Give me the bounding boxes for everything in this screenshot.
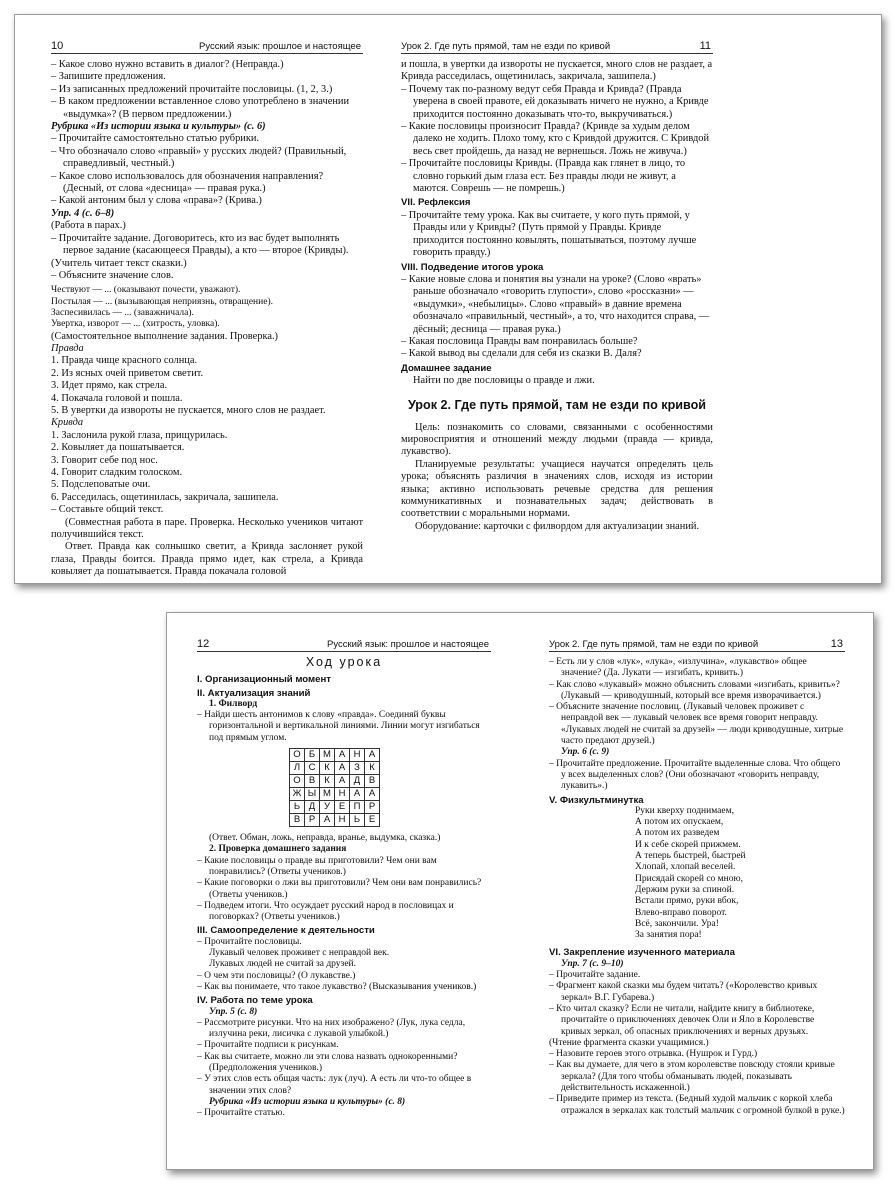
filword-cell: Ь [290, 801, 305, 814]
page-text [197, 657, 491, 1169]
filword-cell: Р [305, 814, 320, 827]
filword-cell: В [305, 775, 320, 788]
subsection-heading: 1. Филворд [209, 698, 258, 709]
text-line: – Прочитайте самостоятельно статью рубрики. [51, 133, 260, 145]
text-line: (Учитель читает текст сказки.) [51, 257, 187, 269]
filword-cell: Н [335, 788, 350, 801]
list-item: 5. Подслеповатые очи. [51, 479, 151, 491]
text-line: – Кто читал сказку? Если не читали, найдите книгу в библиотеке, прочитайте о приключениях девочек Оли и Яло в Королевстве кривых зеркал, об опасных приключениях и верных друзьях. [549, 1003, 815, 1037]
section-heading: VIII. Подведение итогов урока [401, 261, 544, 273]
filword-row [290, 762, 380, 775]
text-line: – Приведите пример из текста. (Бедный худой мальчик с коркой хлеба отражался в зеркалах как толстый мальчик с огромной булкой в руке.) [549, 1094, 845, 1116]
book-spread-pages-10-11 [14, 14, 882, 584]
list-item: 1. Правда чище красного солнца. [51, 355, 198, 367]
poem-line: Всё, закончили. Ура! [635, 918, 719, 929]
page-header [401, 41, 713, 54]
text-line: – О чем эти пословицы? (О лукавстве.) [197, 970, 356, 981]
filword-cell: Ь [350, 814, 365, 827]
page-header [549, 639, 845, 652]
exercise-poem [549, 806, 845, 942]
list-item: 2. Ковыляет да пошатывается. [51, 442, 185, 454]
exercise-heading: Упр. 7 (с. 9–10) [561, 958, 624, 969]
text-line: – Прочитайте подписи к рисункам. [197, 1040, 339, 1051]
text-line: – Какая пословица Правды вам понравилась больше? [401, 335, 638, 347]
text-line: – Какие новые слова и понятия вы узнали на уроке? (Слово «врать» раньше обозначало «говорить глупости», слово «россказни» — «выдумки», «небылицы». Слово «правый» в давние времена обозначало «правильный, честный», а то, что находится справа, — дёсный; десница — правая рука.) [401, 273, 710, 335]
rubric-heading: Рубрика «Из истории языка и культуры» (с. 8) [209, 1096, 406, 1107]
poem-line: А потом их опускаем, [635, 817, 724, 828]
text-line: (Ответ. Обман, ложь, неправда, вранье, выдумка, сказка.) [209, 833, 441, 844]
poem-line: Держим руки за спиной. [635, 884, 735, 895]
running-title: Русский язык: прошлое и настоящее [198, 41, 361, 52]
filword-row [290, 775, 380, 788]
answer-paragraph: Ответ. Правда как солнышко светит, а Кривда заслоняет рукой глаза, Правды боится. Правда прямо идет, как стрела, а Кривда ковыляет да пошатывается. Правда покачала головой [51, 541, 363, 578]
text-line: – Подведем итоги. Что осуждает русский народ в пословицах и поговорках? (Ответы учеников.) [197, 900, 454, 923]
filword-cell: М [320, 749, 335, 762]
text-line: – Какие поговорки о лжи вы приготовили? Чем они вам понравились? (Ответы учеников.) [197, 878, 482, 900]
list-item: 4. Покачала головой и пошла. [51, 392, 183, 404]
list-heading: Кривда [51, 417, 84, 429]
filword-cell: Л [290, 762, 305, 775]
list-item: 1. Заслонила рукой глаза, прищурилась. [51, 429, 228, 441]
book-spread-pages-12-13 [166, 612, 874, 1170]
filword-cell: О [290, 775, 305, 788]
filword-cell: Н [335, 814, 350, 827]
text-line: – Какие пословицы произносит Правда? (Кривде за худым делом далеко не ходить. Плохо тому, кто с Кривдой дружится. С Кривдой весь свет пройдешь, да назад не вернешься. Ложь не живуча.) [401, 121, 710, 157]
filword-cell: М [320, 788, 335, 801]
filword-cell: У [320, 801, 335, 814]
text-line: Чествуют — ... (оказывают почести, уважают). [51, 285, 241, 296]
page-header [197, 639, 491, 652]
page-number: 10 [51, 40, 64, 52]
filword-row [290, 814, 380, 827]
text-line: Найти по две пословицы о правде и лжи. [413, 375, 595, 387]
page-text [549, 657, 845, 1169]
filword-cell: П [350, 801, 365, 814]
filword-cell: А [320, 814, 335, 827]
filword-row [290, 749, 380, 762]
exercise-heading: Упр. 4 (с. 6–8) [51, 207, 115, 219]
text-line: – Как вы считаете, можно ли эти слова назвать однокоренными? (Предположения учеников.) [197, 1051, 458, 1074]
filword-cell: В [365, 775, 380, 788]
poem-line: За занятия пора! [635, 930, 702, 941]
poem-line: Присядай скорей со мною, [635, 873, 743, 884]
text-line: Заспесивилась — ... (заважничала). [51, 307, 194, 318]
filword-cell: А [335, 762, 350, 775]
filword-cell: С [305, 762, 320, 775]
filword-cell: Д [305, 801, 320, 814]
lesson-title: Урок 2. Где путь прямой, там не езди по кривой [407, 397, 707, 412]
text-line: – Прочитайте задание. [549, 970, 641, 981]
rubric-heading: Рубрика «Из истории языка и культуры» (с. 6) [51, 121, 266, 133]
text-line: – Как вы думаете, для чего в этом королевстве повсюду стояли кривые зеркала? (Для того чтобы обманывать людей, показывать действительность искаженной.) [549, 1060, 835, 1093]
text-line: – Как слово «лукавый» можно объяснить словами «изгибать, кривить»? (Лукавый — криводушный, который все время изворачивается.) [549, 679, 840, 701]
list-item: 3. Идет прямо, как стрела. [51, 380, 168, 392]
poem-line: А теперь быстрей, быстрей [635, 851, 746, 862]
text-line: – Прочитайте предложение. Прочитайте выделенные слова. Что общего у всех выделенных слов? (Они обозначают «говорить неправду, лукавить».) [549, 758, 841, 792]
section-heading: II. Актуализация знаний [197, 687, 311, 699]
filword-cell: Е [365, 814, 380, 827]
filword-cell: А [335, 775, 350, 788]
running-title: Урок 2. Где путь прямой, там не езди по кривой [549, 639, 759, 650]
section-heading: V. Физкультминутка [549, 794, 644, 806]
filword-cell: А [365, 749, 380, 762]
text-line: – Прочитайте статью. [197, 1108, 285, 1119]
text-line: – Почему так по-разному ведут себя Правда и Кривда? (Правда уверена в своей правоте, ей доказывать ничего не нужно, а Кривде приходится постоянно доказывать что-то, выкручиваться.) [401, 83, 709, 120]
planned-results: Планируемые результаты: учащиеся научатся определять цель урока; объяснять различия в значениях слов, исходя из истории языка; активно использовать речевые средства для решения коммуникативных и познавательных задач; действовать в соответствии с моральными нормами. [401, 458, 713, 520]
filword-cell: Д [350, 775, 365, 788]
section-heading: III. Самоопределение к деятельности [197, 925, 375, 937]
text-line: (Самостоятельное выполнение задания. Проверка.) [51, 330, 279, 342]
filword-cell: Б [305, 749, 320, 762]
section-heading: I. Организационный момент [197, 674, 331, 686]
list-item: 6. Расседилась, ощетинилась, закричала, зашипела. [51, 491, 279, 503]
text-line: – У этих слов есть общая часть: лук (луч). А есть ли что-то общее в значении этих слов? [197, 1074, 472, 1096]
filword-cell: Е [335, 801, 350, 814]
page-header [51, 41, 363, 54]
exercise-heading: Упр. 5 (с. 8) [209, 1006, 258, 1017]
text-line: – Прочитайте пословицы. [197, 936, 302, 947]
text-line: Увертка, изворот — ... (хитрость, уловка). [51, 319, 220, 330]
page-text [51, 59, 363, 583]
text-line: – Составьте общий текст. [51, 504, 164, 516]
running-title: Русский язык: прошлое и настоящее [326, 639, 489, 650]
page-number: 11 [699, 40, 711, 52]
text-line: – Что обозначало слово «правый» у русских людей? (Правильный, справедливый, честный.) [51, 145, 347, 170]
filword-cell: К [320, 762, 335, 775]
list-item: 2. Из ясных очей приветом светит. [51, 367, 204, 379]
text-line: – Какие пословицы о правде вы приготовили? Чем они вам понравились? (Ответы учеников.) [197, 855, 437, 877]
text-line: – Объясните значение пословиц. (Лукавый человек проживет с неправдой век — лукавый человек все время говорит неправду. «Лукавых людей не считай за друзей» — люди криводушные, хитрые часто предают друзей.) [549, 702, 844, 747]
filword-cell: О [290, 749, 305, 762]
list-heading: Правда [51, 342, 84, 354]
text-line: – Есть ли у слов «лук», «лука», «излучина», «лукавство» общее значение? (Да. Лукати — изгибать, кривить.) [549, 657, 807, 679]
poem-line: И к себе скорей прижмем. [635, 839, 741, 850]
section-heading: IV. Работа по теме урока [197, 995, 313, 1007]
text-line: – В каком предложении вставленное слово употреблено в значении «выдумка»? (В первом предложении.) [51, 96, 350, 120]
filword-cell: Н [350, 749, 365, 762]
text-line: (Работа в парах.) [51, 220, 126, 232]
text-line: (Чтение фрагмента сказки учащимися.) [549, 1037, 709, 1048]
proverb: Лукавый человек проживет с неправдой век. [209, 948, 390, 959]
page-text [401, 59, 713, 583]
text-line: – Какое слово нужно вставить в диалог? (Неправда.) [51, 59, 284, 70]
filword-cell: А [335, 749, 350, 762]
section-heading: VII. Рефлексия [401, 197, 471, 209]
list-item: 4. Говорит сладким голоском. [51, 466, 183, 478]
filword-cell: К [320, 775, 335, 788]
page-13 [549, 613, 845, 1169]
page-number: 12 [197, 638, 210, 650]
poem-line: Хлопай, хлопай веселей. [635, 862, 736, 873]
lesson-goal: Цель: познакомить со словами, связанными с особенностями мировосприятия и отношений между людьми (правда — кривда, лукавство). [401, 421, 713, 458]
text-line: – Как вы понимаете, что такое лукавство? (Высказывания учеников.) [197, 981, 477, 992]
text-line: и пошла, в увертки да извороты не пускается, много слов не раздает, а Кривда расседилась, ощетинилась, закричала, зашипела.) [401, 59, 713, 83]
filword-cell: А [350, 788, 365, 801]
text-line: – Объясните значение слов. [51, 269, 174, 281]
text-line: – Прочитайте задание. Договоритесь, кто из вас будет выполнять первое задание (касающееся Правды), а кто — второе (Кривды). [51, 232, 349, 257]
filword-row [290, 801, 380, 814]
text-line: – Рассмотрите рисунки. Что на них изображено? (Лук, лука седла, излучина реки, лисичка с лукавой улыбкой.) [197, 1017, 466, 1040]
poem-line: Встали прямо, руки вбок, [635, 896, 739, 907]
text-line: – Какое слово использовалось для обозначения направления? (Десный, от слова «десница» — правая рука.) [51, 170, 324, 195]
lesson-course-heading: Ход урока [305, 655, 383, 669]
text-line: Постылая — ... (вызывающая неприязнь, отвращение). [51, 296, 273, 307]
filword-cell: З [350, 762, 365, 775]
filword-cell: Ж [290, 788, 305, 801]
text-line: (Совместная работа в паре. Проверка. Несколько учеников читают получившийся текст. [51, 516, 363, 540]
text-line: – Фрагмент какой сказки мы будем читать? («Королевство кривых зеркал» В.Г. Губарева.) [549, 981, 818, 1003]
page-10 [51, 15, 363, 583]
equipment: Оборудование: карточки с филвордом для актуализации знаний. [415, 520, 700, 532]
exercise-heading: Упр. 6 (с. 9) [561, 747, 610, 758]
list-item: 5. В увертки да извороты не пускается, много слов не раздает. [51, 404, 326, 416]
page-12 [197, 613, 491, 1169]
filword-grid [289, 748, 380, 827]
poem-line: Влево-вправо поворот. [635, 907, 727, 918]
running-title: Урок 2. Где путь прямой, там не езди по кривой [401, 41, 611, 52]
subsection-heading: 2. Проверка домашнего задания [209, 844, 347, 855]
list-item: 3. Говорит себе под нос. [51, 454, 158, 466]
page-11 [401, 15, 713, 583]
filword-cell: А [365, 788, 380, 801]
text-line: – Запишите предложения. [51, 71, 166, 83]
section-heading: Домашнее задание [401, 362, 492, 374]
text-line: – Какой вывод вы сделали для себя из сказки В. Даля? [401, 348, 642, 360]
text-line: – Прочитайте тему урока. Как вы считаете, у кого путь прямой, у Правды или у Кривды? (Путь прямой у Правды. Кривде приходится постоянно ковылять, пошатываться, поэтому лучше говорить правду.) [401, 209, 697, 259]
poem-line: А потом их разведем [635, 828, 720, 839]
page-number: 13 [830, 638, 843, 650]
filword-row [290, 788, 380, 801]
filword-cell: В [290, 814, 305, 827]
text-line: – Какой антоним был у слова «права»? (Крива.) [51, 195, 262, 207]
text-line: – Прочитайте пословицы Кривды. (Правда как глянет в лицо, то словно горький дым глаза ест. Без правды люди не живут, а маются. Соврешь — не помрешь.) [401, 158, 686, 195]
text-line: – Из записанных предложений прочитайте пословицы. (1, 2, 3.) [51, 83, 333, 95]
filword-cell: Р [365, 801, 380, 814]
text-line: – Назовите героев этого отрывка. (Нушрок и Гурд.) [549, 1049, 758, 1060]
poem-line: Руки кверху поднимаем, [635, 805, 734, 816]
proverb: Лукавых людей не считай за друзей. [209, 959, 356, 970]
filword-cell: Ы [305, 788, 320, 801]
text-line: – Найди шесть антонимов к слову «правда». Соединяй буквы горизонтальной и вертикальной линиями. Линии могут изгибаться под прямым углом. [197, 710, 480, 743]
filword-cell: К [365, 762, 380, 775]
section-heading: VI. Закрепление изученного материала [549, 947, 735, 959]
